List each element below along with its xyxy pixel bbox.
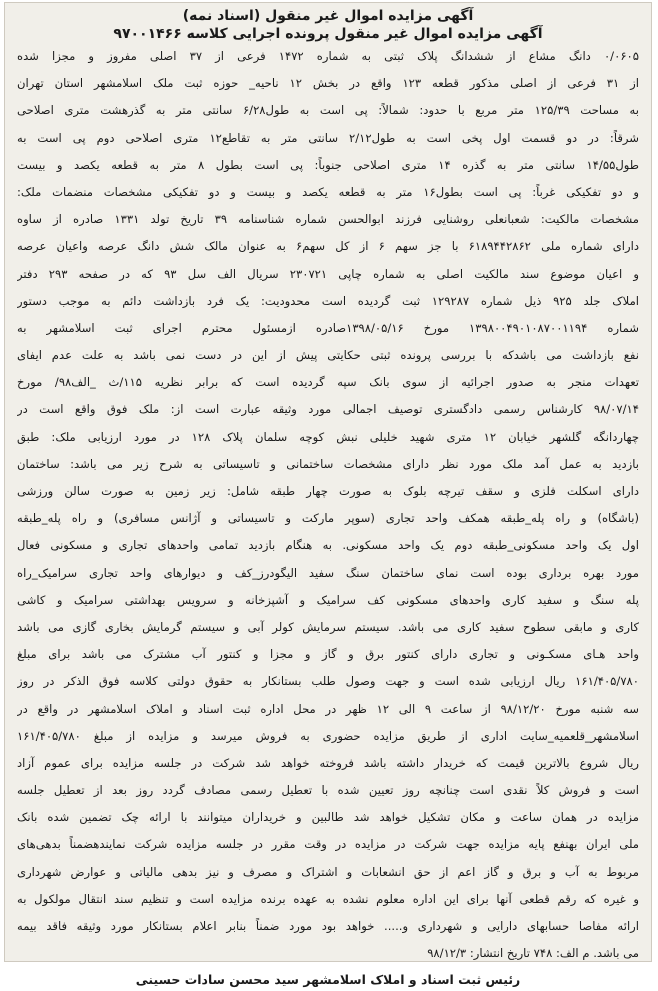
notice-line: ۰/۰۶۰۵ دانگ مشاع از ششدانگ پلاک ثبتی به شماره ۱۴۷۲ فرعی از ۳۷ اصلی مفروز و مجزا شده — [17, 49, 639, 63]
notice-line: ارائه مفاصا حسابهای دارایی و شهرداری و..... خواهد بود مورد ضمناً بنابر اعلام بستانکار مورد وثیقه فاقد بیمه — [17, 919, 639, 933]
notice-line: دارای اسکلت فلزی و سقف تیرچه بلوک به صورت چهار طبقه شامل: زیر زمین به صورت سالن ورزشی — [17, 484, 639, 498]
notice-line: دارای شماره ملی ۶۱۸۹۴۴۲۸۶۲ با جز سهم ۶ از کل سهم۶ به عنوان مالک شش دانگ عرصه واعیان عرصه — [17, 239, 639, 254]
notice-body — [5, 43, 651, 967]
auction-notice-clipping — [4, 2, 652, 988]
notice-line: ۱۶۱/۴۰۵/۷۸۰ ریال ارزیابی شده است و جهت وصول طلب بستانکار به حقوق دولتی کلاسه فوق الذکر در روز — [17, 674, 639, 689]
notice-line: سه شنبه مورخ ۹۸/۱۲/۲۰ از ساعت ۹ الی ۱۲ ظهر در محل اداره ثبت اسناد و املاک اسلامشهر در واقع در — [17, 701, 639, 716]
notice-line: شرقاً: در دو قسمت اول پخی است به طول۲/۱۲ سانتی متر به تقاطع۱۲ متری اصلاحی دوم پی است به — [17, 130, 639, 145]
notice-line: چهاردانگه گلشهر خیابان ۱۲ متری شهید خلیلی نبش کوچه سلمان پلاک ۱۲۸ در مورد ارزیابی ملک: طبق — [17, 429, 639, 444]
notice-line: شماره ۱۳۹۸۰۰۴۹۰۱۰۸۷۰۰۱۱۹۴ مورخ ۱۳۹۸/۰۵/۱۶صادره ازمسئول محترم اجرای ثبت اسلامشهر به — [17, 320, 639, 335]
notice-line: و اعیان موضوع سند مالکیت اصلی به شماره چاپی ۲۳۰۷۲۱ سریال الف سل ۹۳ که در صفحه ۲۹۳ دفتر — [17, 266, 639, 281]
notice-line: بازدید به عمل آمد ملک مورد نظر دارای مشخصات ساختمانی و تاسیساتی به شرح زیر می باشد: ساختمان — [17, 456, 639, 471]
notice-line: نفع بازداشت می باشدکه با بررسی پرونده ثبتی حکایتی پیش از این در دست نمی باشد به علت عدم ایفای — [17, 348, 639, 363]
notice-line: اسلامشهر_قلعمیه_سایت اداری از طریق مزایده حضوری به فروش میرسد و مزایده از مبلغ ۱۶۱/۴۰۵/۷۸۰ — [17, 728, 639, 743]
notice-line: مربوط به آب و برق و گاز اعم از حق انشعابات و اشتراک و مصرف و نیز بدهی مالیاتی و عوارض شهرداری — [17, 864, 639, 879]
notice-line: پله سنگ و سفید کاری واحدهای مسکونی کف سرامیک و آشپزخانه و سرویس بهداشتی سرامیک و کاشی — [17, 592, 639, 607]
notice-line: ملی ایران بهنفع پایه مزایده جهت شرکت در مزایده در وقت مقرر در جلسه مزایده شرکت نمایندهضمناً بدهی‌های — [17, 837, 639, 852]
notice-line: از ۳۱ فرعی از اصلی مذکور قطعه ۱۲۳ واقع در بخش ۱۲ ناحیه_ حوزه ثبت ملک اسلامشهر استان تهران — [17, 76, 639, 91]
notice-signature: رئیس ثبت اسناد و املاک اسلامشهر سید محسن سادات حسینی — [135, 972, 521, 988]
notice-line: می باشد. م الف: ۷۴۸ تاریخ انتشار: ۹۸/۱۲/۳ — [427, 946, 639, 961]
notice-line: کاری و مابقی سطوح سفید کاری می باشد. سیستم سرمایش کولر آبی و سیستم گرمایش بخاری گازی می باشد — [17, 619, 639, 634]
notice-line: (باشگاه) و راه پله_طبقه همکف واحد تجاری (سوپر مارکت و تاسیساتی و آژانس مسافری) و راه پله_طبقه — [17, 511, 639, 526]
notice-line: املاک جلد ۹۲۵ ذیل شماره ۱۲۹۲۸۷ ثبت گردیده است محدودیت: یک فرد بازداشت دائم به موجب دستور — [17, 293, 639, 308]
notice-subtitle: آگهی مزایده اموال غیر منقول پرونده اجرایی کلاسه ۹۷۰۰۱۴۶۶ — [113, 26, 543, 42]
notice-line: است و فروش کلاً نقدی است چنانچه روز تعیین شده با تعطیل رسمی مصادف گردد روز بعد از تعطیل جلسه — [17, 783, 639, 798]
notice-line: مزایده در همان ساعت و مکان تشکیل خواهد شد طالبین و خریداران میتوانند با ارائه چک تضمین شده بانک — [17, 810, 639, 825]
notice-title: آگهی مزایده اموال غیر منقول (اسناد نمه) — [182, 8, 474, 24]
notice-line: ریال شروع بالاترین قیمت که خریدار داشته باشد فروخته خواهد شد شرکت در جلسه مزایده برای عموم آزاد — [17, 755, 639, 770]
notice-line: مشخصات مالکیت: شعبانعلی روشنایی فرزند ابوالحسن شماره شناسنامه ۳۹ تاریخ تولد ۱۳۳۱ صادره از ساوه — [17, 212, 639, 227]
notice-line: تعهدات منجر به صدور اجرائیه از سوی بانک سپه گردیده است که برابر نظریه ۱۱۵/ث _الف۹۸/ مورخ — [17, 375, 639, 390]
notice-line: اول یک واحد مسکونی_طبقه دوم یک واحد مسکونی. به هنگام بازدید تمامی واحدهای تجاری و مسکونی فعال — [17, 538, 639, 553]
notice-line: و دو تفکیکی غرباً: پی است بطول۱۶ متر به قطعه یکصد و بیست و دو تفکیکی مشخصات منضمات ملک: — [17, 184, 639, 199]
notice-line: و غیره که رقم قطعی آنها برای این اداره معلوم نشده به عهده برنده مزایده است و تنظیم سند انتقال مولکول به — [17, 891, 639, 906]
notice-line: واحد هـای مسکـونی و تجاری دارای کنتور برق و گاز و مجزا و کنتور آب مشترک می باشد برای مبلغ — [17, 647, 639, 662]
notice-line: به مساحت ۱۲۵/۳۹ متر مربع با حدود: شمالاً: پی است به طول۶/۲۸ سانتی متر به گذرهشت متری اصلاحی — [17, 103, 639, 118]
notice-line: ۹۸/۰۷/۱۴ کارشناس رسمی دادگستری توصیف اجمالی مورد وثیقه عبارت است از: ملک فوق واقع است در — [17, 402, 639, 417]
notice-line: مورد بهره برداری بوده است نمای ساختمان سنگ سفید الیگودرز_کف و دیوارهای واحد تجاری سرامیک_راه — [17, 565, 639, 580]
notice-line: طول۱۴/۵۵ سانتی متر به گذره ۱۴ متری اصلاحی جنوباً: پی است بطول ۸ متر به قطعه یکصد و بیست — [17, 157, 639, 172]
